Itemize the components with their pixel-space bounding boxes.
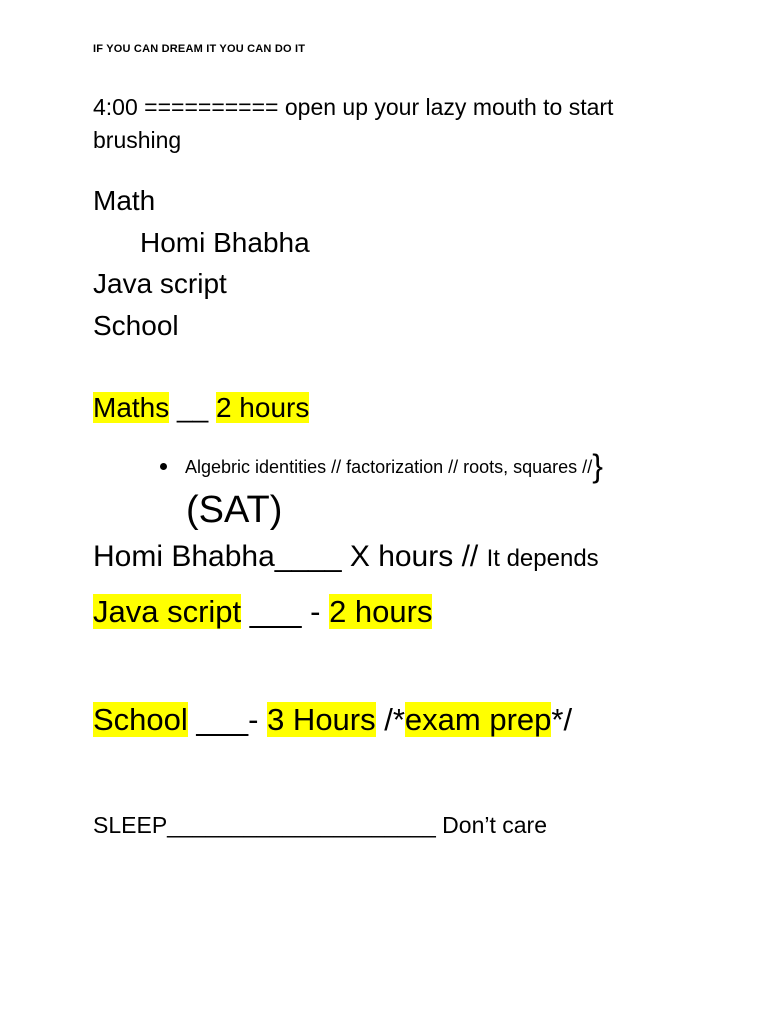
brace-symbol: } [592,448,603,484]
school-pre: /* [375,702,405,737]
maths-time: 2 hours [215,392,310,423]
bullet-item [160,448,603,485]
maths-plan [93,392,309,424]
bullet-text: Algebric identities // factorization // roots, squares // [185,457,593,477]
school-note: exam prep [404,702,552,737]
school-post: */ [551,702,573,737]
subject-homi-bhabha: Homi Bhabha [140,227,310,258]
java-time: 2 hours [329,594,433,629]
maths-label: Maths [93,392,170,423]
subject-math: Math [93,185,156,216]
header-motto: IF YOU CAN DREAM IT YOU CAN DO IT [93,43,306,55]
sleep-line: SLEEP_____________________ Don’t care [93,812,547,838]
school-sep: ___- [187,702,268,737]
school-plan [93,702,572,738]
school-time: 3 Hours [267,702,376,737]
java-label: Java script [93,594,242,629]
subject-school: School [93,310,179,341]
wake-up-line: 4:00 ========== open up your lazy mouth to start brushing [93,94,614,153]
bullet-dot-icon [160,463,167,470]
homi-note: It depends [486,545,599,572]
homi-plan [93,540,599,575]
subject-java-script: Java script [93,268,227,299]
java-plan [93,594,432,630]
school-label: School [93,702,188,737]
homi-label: Homi Bhabha____ X hours // [93,540,487,573]
java-sep: ___ - [241,594,330,629]
maths-sep: __ [169,392,216,423]
sat-label: (SAT) [186,489,283,531]
